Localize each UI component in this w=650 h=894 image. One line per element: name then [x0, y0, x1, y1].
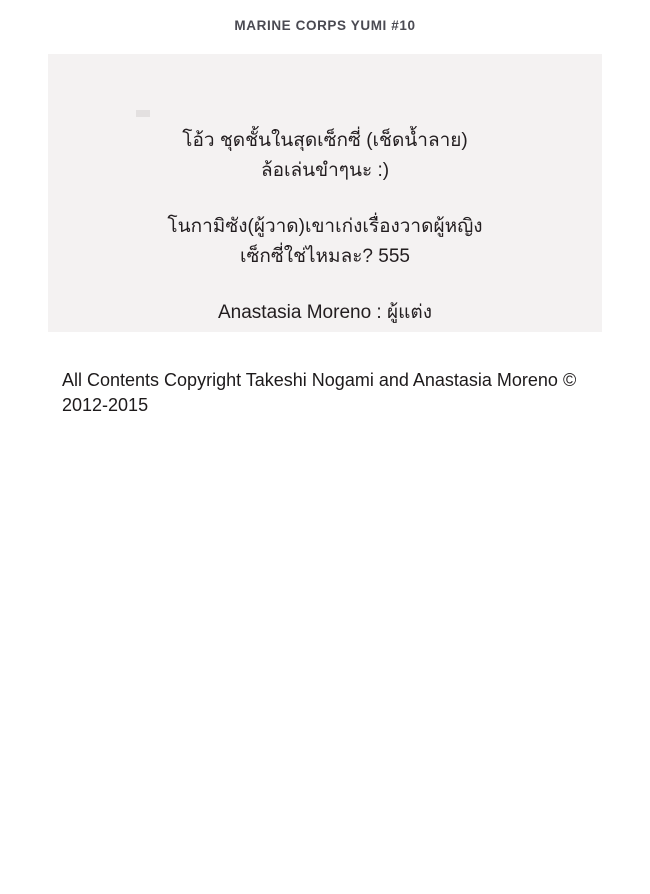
credits-text-container: [48, 54, 602, 328]
credit-line: ล้อเล่นขำๆนะ :): [260, 160, 390, 181]
credit-line: โอ้ว ชุดชั้นในสุดเซ็กซี่ (เช็ดน้ำลาย): [182, 130, 468, 151]
copyright-notice: All Contents Copyright Takeshi Nogami and Anastasia Moreno © 2012-2015: [62, 370, 577, 415]
credit-block-two: [48, 212, 602, 272]
credits-panel: [48, 54, 602, 332]
credit-line: เซ็กซี่ใช่ไหมละ? 555: [240, 246, 410, 267]
credit-line: โนกามิซัง(ผู้วาด)เขาเก่งเรื่องวาดผู้หญิง: [167, 216, 483, 237]
page-title: MARINE CORPS YUMI #10: [234, 18, 416, 33]
credit-block-author: [48, 298, 602, 328]
credit-block-one: [48, 126, 602, 186]
author-credit-line: Anastasia Moreno : ผู้แต่ง: [218, 302, 432, 323]
